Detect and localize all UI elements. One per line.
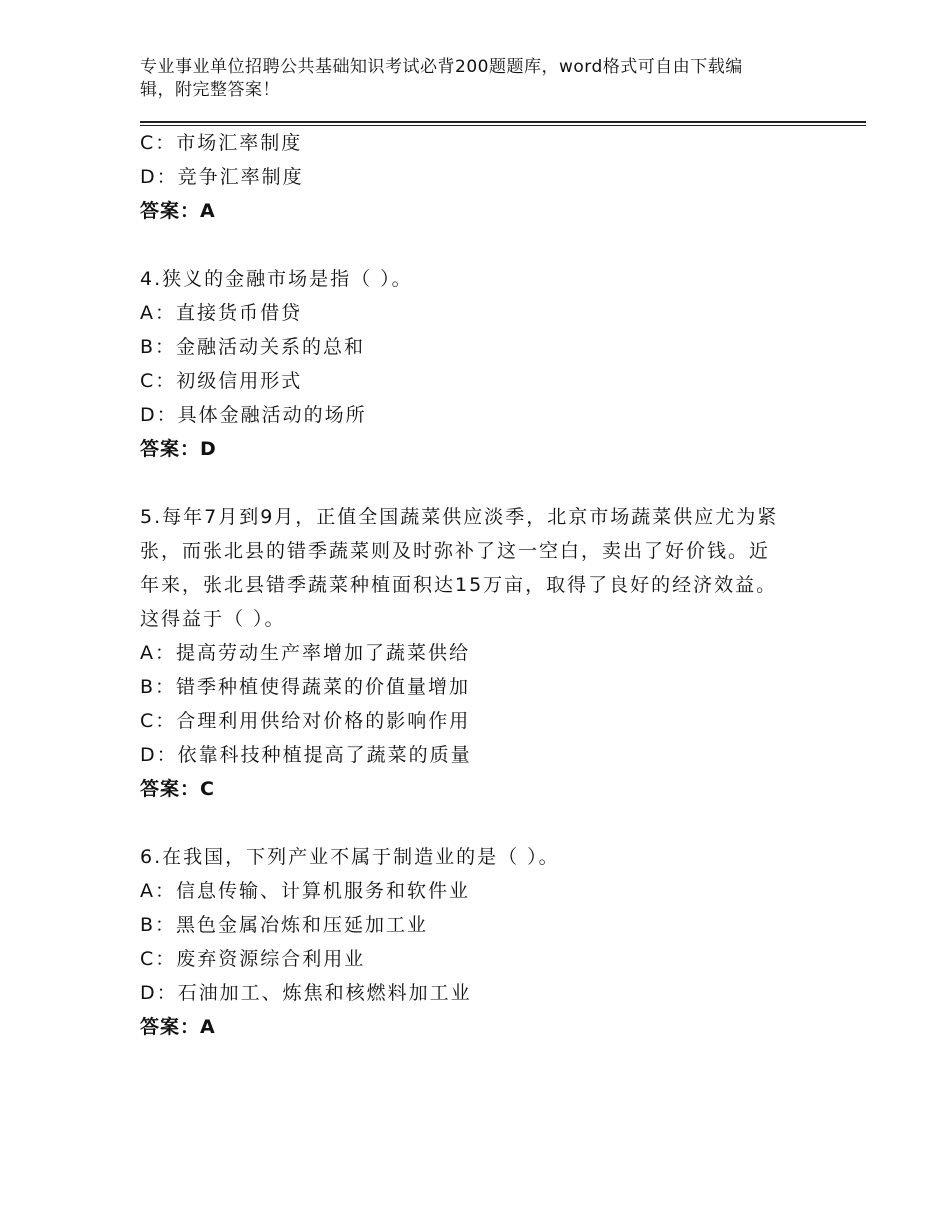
option-a: A：直接货币借贷 [140, 302, 302, 324]
question-3-continued [140, 126, 840, 228]
header-rule-thick [140, 121, 866, 123]
spacer [140, 228, 840, 262]
spacer [140, 466, 840, 500]
option-d: D：石油加工、炼焦和核燃料加工业 [140, 982, 472, 1004]
question-stem: 4.狭义的金融市场是指（ ）。 [140, 268, 413, 290]
option-d: D：具体金融活动的场所 [140, 404, 367, 426]
option-b: B：错季种植使得蔬菜的价值量增加 [140, 676, 471, 698]
question-stem-line-4: 这得益于（ ）。 [140, 608, 286, 630]
option-b: B：金融活动关系的总和 [140, 336, 366, 358]
question-5 [140, 500, 840, 806]
question-stem: 6.在我国，下列产业不属于制造业的是（ ）。 [140, 846, 560, 868]
option-c: C：初级信用形式 [140, 370, 303, 392]
option-a: A：提高劳动生产率增加了蔬菜供给 [140, 642, 470, 664]
answer-line: 答案：D [140, 438, 217, 460]
option-d: D：依靠科技种植提高了蔬菜的质量 [140, 744, 472, 766]
option-d: D：竞争汇率制度 [140, 166, 304, 188]
answer-line: 答案：A [140, 200, 216, 222]
question-6 [140, 840, 840, 1044]
question-stem-line-1: 5.每年7月到9月，正值全国蔬菜供应淡季，北京市场蔬菜供应尤为紧 [140, 506, 779, 528]
option-b: B：黑色金属冶炼和压延加工业 [140, 914, 429, 936]
option-c: C：市场汇率制度 [140, 132, 303, 154]
answer-line: 答案：C [140, 778, 215, 800]
question-stem-line-2: 张，而张北县的错季蔬菜则及时弥补了这一空白，卖出了好价钱。近 [140, 540, 771, 562]
option-a: A：信息传输、计算机服务和软件业 [140, 880, 470, 902]
header-line-1: 专业事业单位招聘公共基础知识考试必背200题题库，word格式可自由下载编 [140, 57, 743, 77]
option-c: C：废弃资源综合利用业 [140, 948, 366, 970]
spacer [140, 806, 840, 840]
answer-line: 答案：A [140, 1016, 216, 1038]
question-stem-line-3: 年来，张北县错季蔬菜种植面积达15万亩，取得了良好的经济效益。 [140, 574, 778, 596]
question-4 [140, 262, 840, 466]
document-header [140, 56, 800, 102]
option-c: C：合理利用供给对价格的影响作用 [140, 710, 471, 732]
header-line-2: 辑，附完整答案！ [140, 80, 280, 100]
question-content [140, 126, 840, 1044]
